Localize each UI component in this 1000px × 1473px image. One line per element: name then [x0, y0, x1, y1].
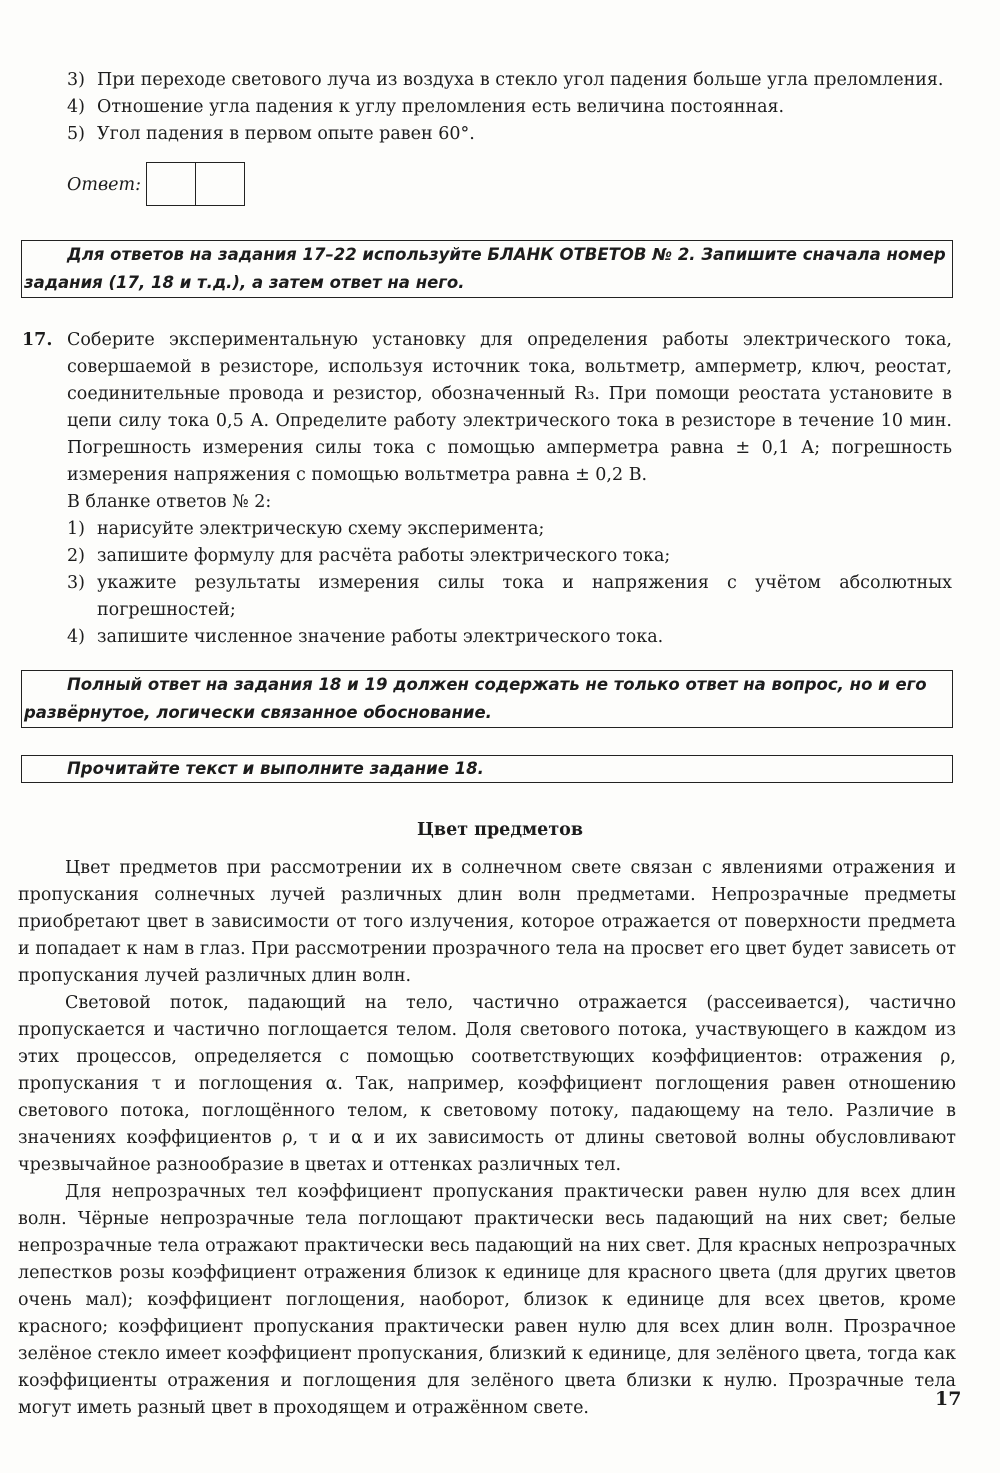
option-5: 5) Угол падения в первом опыте равен 60°. [67, 124, 475, 144]
article-title: Цвет предметов [417, 820, 583, 840]
article-paragraph: Цвет предметов при рассмотрении их в солнечном свете связан с явлениями отражения и пропускания солнечных лучей различных длин волн предметами. Непрозрачные предметы приобретают цвет в зависимости от того излучения, которое отражается от поверхности предмета и попадает к нам в глаз. При рассмотрении прозрачного тела на просвет его цвет будет зависеть от пропускания лучей различных длин волн. [18, 858, 956, 986]
task-17-item: 1) нарисуйте электрическую схему эксперимента; [67, 519, 545, 539]
page-number: 17 [935, 1388, 962, 1410]
task-17-item: 4) запишите численное значение работы электрического тока. [67, 627, 664, 647]
article-paragraph: Для непрозрачных тел коэффициент пропускания практически равен нулю для всех длин волн. Чёрные непрозрачные тела поглощают практически весь падающий на них свет; белые непрозрачные тела отражают практически весь падающий на них свет. Для красных непрозрачных лепестков розы коэффициент отражения близок к единице для красного цвета (для других цветов очень мал); коэффициент поглощения, наоборот, близок к единице для всех цветов, кроме красного; коэффициент пропускания практически равен нулю для всех длин волн. Прозрачное зелёное стекло имеет коэффициент пропускания, близкий к единице, для зелёного цвета, тогда как коэффициенты отражения и поглощения для зелёного цвета близки к нулю. Прозрачные тела могут иметь разный цвет в проходящем и отражённом свете. [18, 1182, 956, 1418]
task-17-number: 17. [22, 330, 53, 350]
option-4: 4) Отношение угла падения к углу преломления есть величина постоянная. [67, 97, 785, 117]
task-17-text: Соберите экспериментальную установку для определения работы электрического тока, совершаемой в резисторе, используя источник тока, вольтметр, амперметр, ключ, реостат, соединительные провода и резистор, обозначенный R₃. При помощи реостата установите в цепи силу тока 0,5 А. Определите работу электрического тока в резисторе в течение 10 мин. Погрешность измерения силы тока с помощью амперметра равна ± 0,1 А; погрешность измерения напряжения с помощью вольтметра равна ± 0,2 В. [67, 330, 952, 485]
task-17-item: 2) запишите формулу для расчёта работы электрического тока; [67, 546, 671, 566]
article-text [18, 855, 956, 1422]
instruction-box-full-answer: Полный ответ на задания 18 и 19 должен содержать не только ответ на вопрос, но и его развёрнутое, логически связанное обоснование. [21, 670, 953, 728]
answer-cell-2[interactable] [195, 162, 245, 206]
instruction-box-read-text: Прочитайте текст и выполните задание 18. [21, 755, 953, 783]
answer-label: Ответ: [67, 175, 141, 195]
task-17-item: 3) укажите результаты измерения силы тока и напряжения с учётом абсолютных погрешностей; [67, 573, 952, 620]
task-17-body [67, 327, 952, 516]
option-3: 3) При переходе светового луча из воздуха в стекло угол падения больше угла преломления. [67, 70, 944, 90]
article-paragraph: Световой поток, падающий на тело, частично отражается (рассеивается), частично пропускается и частично поглощается телом. Доля светового потока, участвующего в каждом из этих процессов, определяется с помощью соответствующих коэффициентов: отражения ρ, пропускания τ и поглощения α. Так, например, коэффициент поглощения равен отношению светового потока, поглощённого телом, к световому потоку, падающему на тело. Различие в значениях коэффициентов ρ, τ и α и их зависимость от длины световой волны обусловливают чрезвычайное разнообразие в цветах и оттенках различных тел. [18, 993, 956, 1175]
answer-cell-1[interactable] [146, 162, 196, 206]
instruction-box-answer-form: Для ответов на задания 17–22 используйте БЛАНК ОТВЕТОВ № 2. Запишите сначала номер задания (17, 18 и т.д.), а затем ответ на него. [21, 240, 953, 298]
task-17-items [67, 516, 952, 651]
task-17-intro: В бланке ответов № 2: [67, 492, 272, 512]
